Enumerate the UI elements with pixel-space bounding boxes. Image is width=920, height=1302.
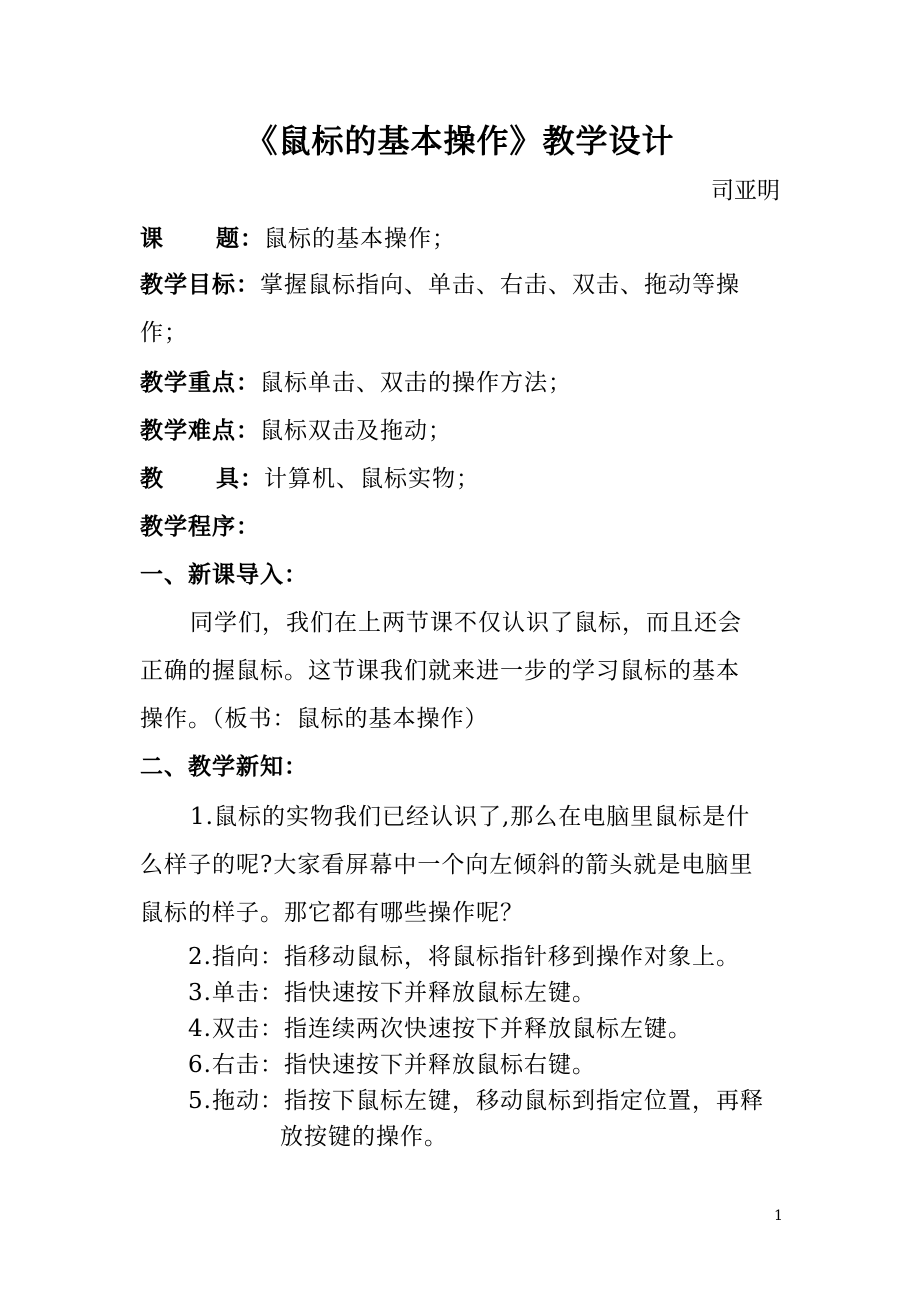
field-topic-label-b: 题： [216,225,264,252]
step-drag-text: 指按下鼠标左键，移动鼠标到指定位置，再释 [283,1088,764,1114]
field-topic [140,220,456,253]
field-difficulty-label: 教学难点： [140,417,260,444]
step-click-num: 3.单击： [188,980,284,1006]
procedure-heading: 教学程序： [140,513,260,540]
field-objective-value: 掌握鼠标指向、单击、右击、双击、拖动等操 [260,272,740,298]
step-double-click [188,1010,692,1043]
section2-line-1: 1.鼠标的实物我们已经认识了,那么在电脑里鼠标是什 [190,804,751,830]
step-click-text: 指快速按下并释放鼠标左键。 [283,980,596,1006]
step-drag-cont: 放按键的操作。 [280,1124,448,1150]
field-objective-label: 教学目标： [140,271,260,298]
section2-line-2: 么样子的呢?大家看屏幕中一个向左倾斜的箭头就是电脑里 [140,852,754,878]
field-tools-label-b: 具： [216,465,264,492]
step-right-click [188,1046,596,1079]
section1-line-1: 同学们，我们在上两节课不仅认识了鼠标，而且还会 [190,610,742,636]
section2-line-3: 鼠标的样子。那它都有哪些操作呢？ [140,900,524,926]
field-keypoint [140,364,572,397]
step-double-click-text: 指连续两次快速按下并释放鼠标左键。 [283,1016,692,1042]
field-objective-cont: 作； [140,320,188,346]
field-keypoint-value: 鼠标单击、双击的操作方法； [260,370,572,396]
section1-line-2: 正确的握鼠标。这节课我们就来进一步的学习鼠标的基本 [140,658,740,684]
field-topic-value: 鼠标的基本操作； [264,226,456,252]
step-point-text: 指移动鼠标，将鼠标指针移到操作对象上。 [283,944,740,970]
section2-heading: 二、教学新知： [140,753,308,780]
section1-heading: 一、新课导入： [140,561,308,588]
step-drag [188,1082,764,1115]
section1-line-3: 操作。（板书：鼠标的基本操作） [140,706,489,732]
field-topic-label-a: 课 [140,225,164,252]
step-point-num: 2.指向： [188,944,284,970]
step-point [188,938,740,971]
step-drag-num: 5.拖动： [188,1088,284,1114]
field-tools [140,460,480,493]
step-right-click-text: 指快速按下并释放鼠标右键。 [283,1052,596,1078]
field-difficulty [140,412,452,445]
field-difficulty-value: 鼠标双击及拖动； [260,418,452,444]
author-name: 司亚明 [711,178,780,204]
step-right-click-num: 6.右击： [188,1052,284,1078]
document-title: 《鼠标的基本操作》教学设计 [245,122,675,160]
step-click [188,974,596,1007]
field-tools-label-a: 教 [140,465,164,492]
field-keypoint-label: 教学重点： [140,369,260,396]
step-double-click-num: 4.双击： [188,1016,284,1042]
field-objective [140,266,740,299]
page-number: 1 [774,1208,783,1224]
field-tools-value: 计算机、鼠标实物； [264,466,480,492]
